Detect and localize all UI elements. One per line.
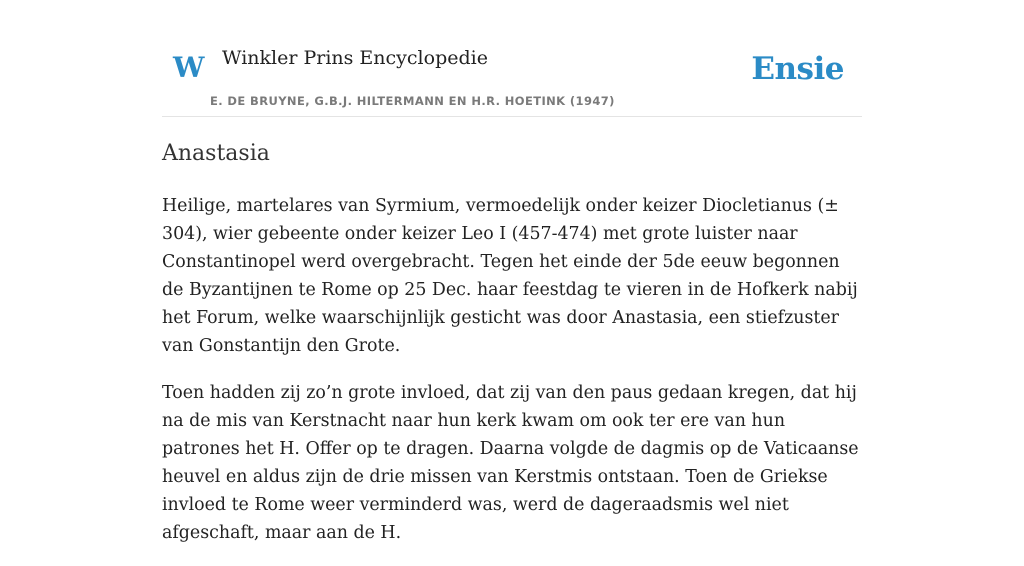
entry-paragraph: Heilige, martelares van Syrmium, vermoedelijk onder keizer Diocletianus (± 304), wier gebeente onder keizer Leo I (457-474) met grote luister naar Constantinopel werd overgebracht. Tegen het einde der 5de eeuw begonnen de Byzantijnen te Rome op 25 Dec. haar feestdag te vieren in de Hofkerk nabij het Forum, welke waarschijnlijk gesticht was door Anastasia, een stiefzuster van Gonstantijn den Grote. <box>162 196 858 356</box>
source-authors: E. DE BRUYNE, G.B.J. HILTERMANN EN H.R. HOETINK (1947) <box>210 94 615 108</box>
source-header <box>162 0 862 117</box>
entry-title: Anastasia <box>162 141 270 166</box>
source-title[interactable]: Winkler Prins Encyclopedie <box>222 47 488 69</box>
ensie-brand-logo[interactable]: Ensie <box>751 51 844 87</box>
entry-body <box>162 192 862 566</box>
entry-paragraph: Toen hadden zij zo’n grote invloed, dat zij van den paus gedaan kregen, dat hij na de mis van Kerstnacht naar hun kerk kwam om ook ter ere van hun patrones het H. Offer op te dragen. Daarna volgde de dagmis op de Vaticaanse heuvel en aldus zijn de drie missen van Kerstmis ontstaan. Toen de Griekse invloed te Rome weer verminderd was, werd de dageraadsmis wel niet afgeschaft, maar aan de H. <box>162 383 859 543</box>
winkler-prins-logo[interactable]: W <box>173 51 205 84</box>
